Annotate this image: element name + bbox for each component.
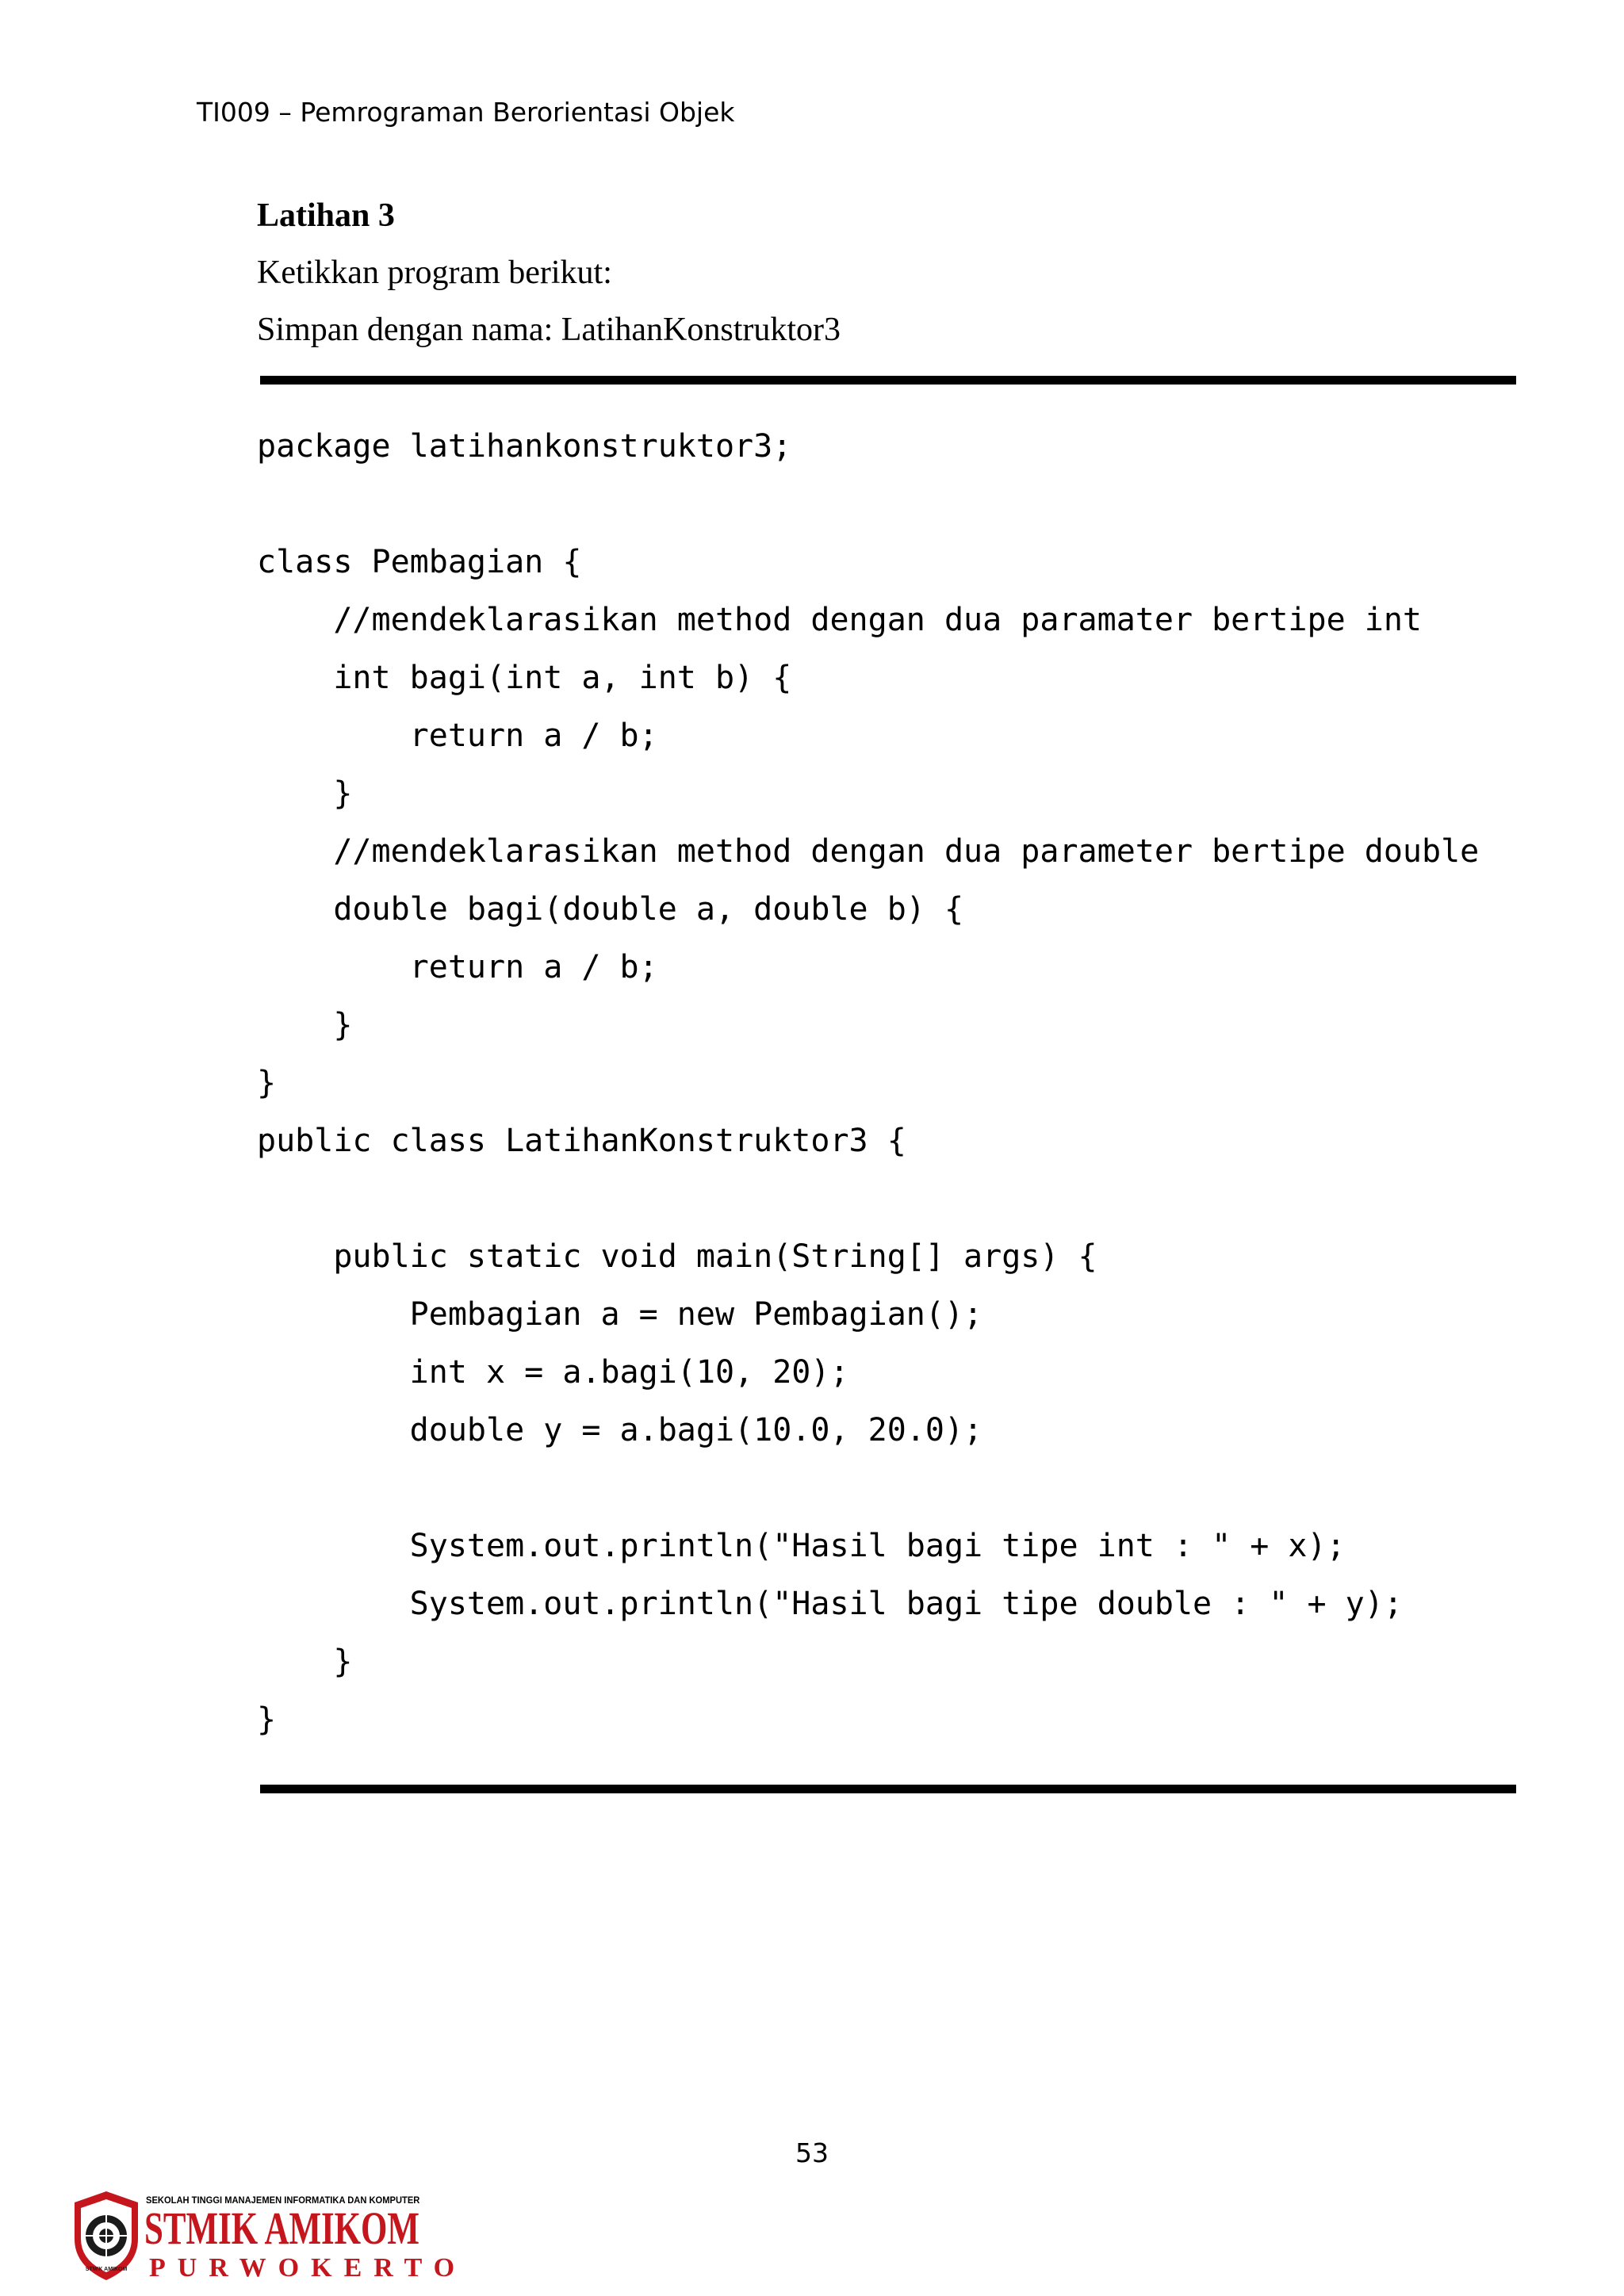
shield-emblem-icon bbox=[70, 2190, 143, 2282]
code-line: int bagi(int a, int b) { bbox=[257, 660, 792, 696]
logo-name: STMIK AMIKOM bbox=[144, 2202, 419, 2254]
code-line: //mendeklarasikan method dengan dua paramater bertipe int bbox=[257, 602, 1423, 638]
code-line: } bbox=[257, 1007, 353, 1043]
exercise-filename: Simpan dengan nama: LatihanKonstruktor3 bbox=[257, 312, 841, 348]
code-line bbox=[257, 476, 1479, 534]
code-line: double y = a.bagi(10.0, 20.0); bbox=[257, 1412, 983, 1448]
institution-logo bbox=[70, 2188, 467, 2283]
code-line: System.out.println("Hasil bagi tipe double : " + y); bbox=[257, 1586, 1403, 1622]
page-number: 53 bbox=[795, 2137, 829, 2168]
code-line: double bagi(double a, double b) { bbox=[257, 891, 964, 928]
code-line: package latihankonstruktor3; bbox=[257, 428, 792, 465]
code-line: return a / b; bbox=[257, 949, 658, 985]
code-line bbox=[257, 1170, 1479, 1228]
code-top-rule bbox=[260, 376, 1516, 385]
code-line: } bbox=[257, 1701, 277, 1738]
code-line: public class LatihanKonstruktor3 { bbox=[257, 1123, 906, 1159]
logo-city: PURWOKERTO bbox=[149, 2253, 467, 2283]
exercise-title: Latihan 3 bbox=[257, 197, 395, 234]
code-line: } bbox=[257, 775, 353, 812]
exercise-instruction: Ketikkan program berikut: bbox=[257, 254, 612, 291]
code-line: System.out.println("Hasil bagi tipe int : " + x); bbox=[257, 1528, 1346, 1564]
code-line bbox=[257, 1460, 1479, 1517]
svg-text:STMIK AMIKOM: STMIK AMIKOM bbox=[85, 2267, 128, 2272]
logo-tagline: SEKOLAH TINGGI MANAJEMEN INFORMATIKA DAN KOMPUTER bbox=[146, 2195, 420, 2206]
code-line: //mendeklarasikan method dengan dua parameter bertipe double bbox=[257, 833, 1480, 870]
code-line: int x = a.bagi(10, 20); bbox=[257, 1354, 849, 1391]
code-listing bbox=[257, 418, 1479, 1749]
code-line: } bbox=[257, 1065, 277, 1101]
code-line: return a / b; bbox=[257, 718, 658, 754]
code-line: Pembagian a = new Pembagian(); bbox=[257, 1296, 983, 1333]
code-line: } bbox=[257, 1644, 353, 1680]
code-line: public static void main(String[] args) { bbox=[257, 1238, 1097, 1275]
code-line: class Pembagian { bbox=[257, 544, 582, 580]
running-header: TI009 – Pemrograman Berorientasi Objek bbox=[197, 97, 735, 128]
code-bottom-rule bbox=[260, 1785, 1516, 1793]
